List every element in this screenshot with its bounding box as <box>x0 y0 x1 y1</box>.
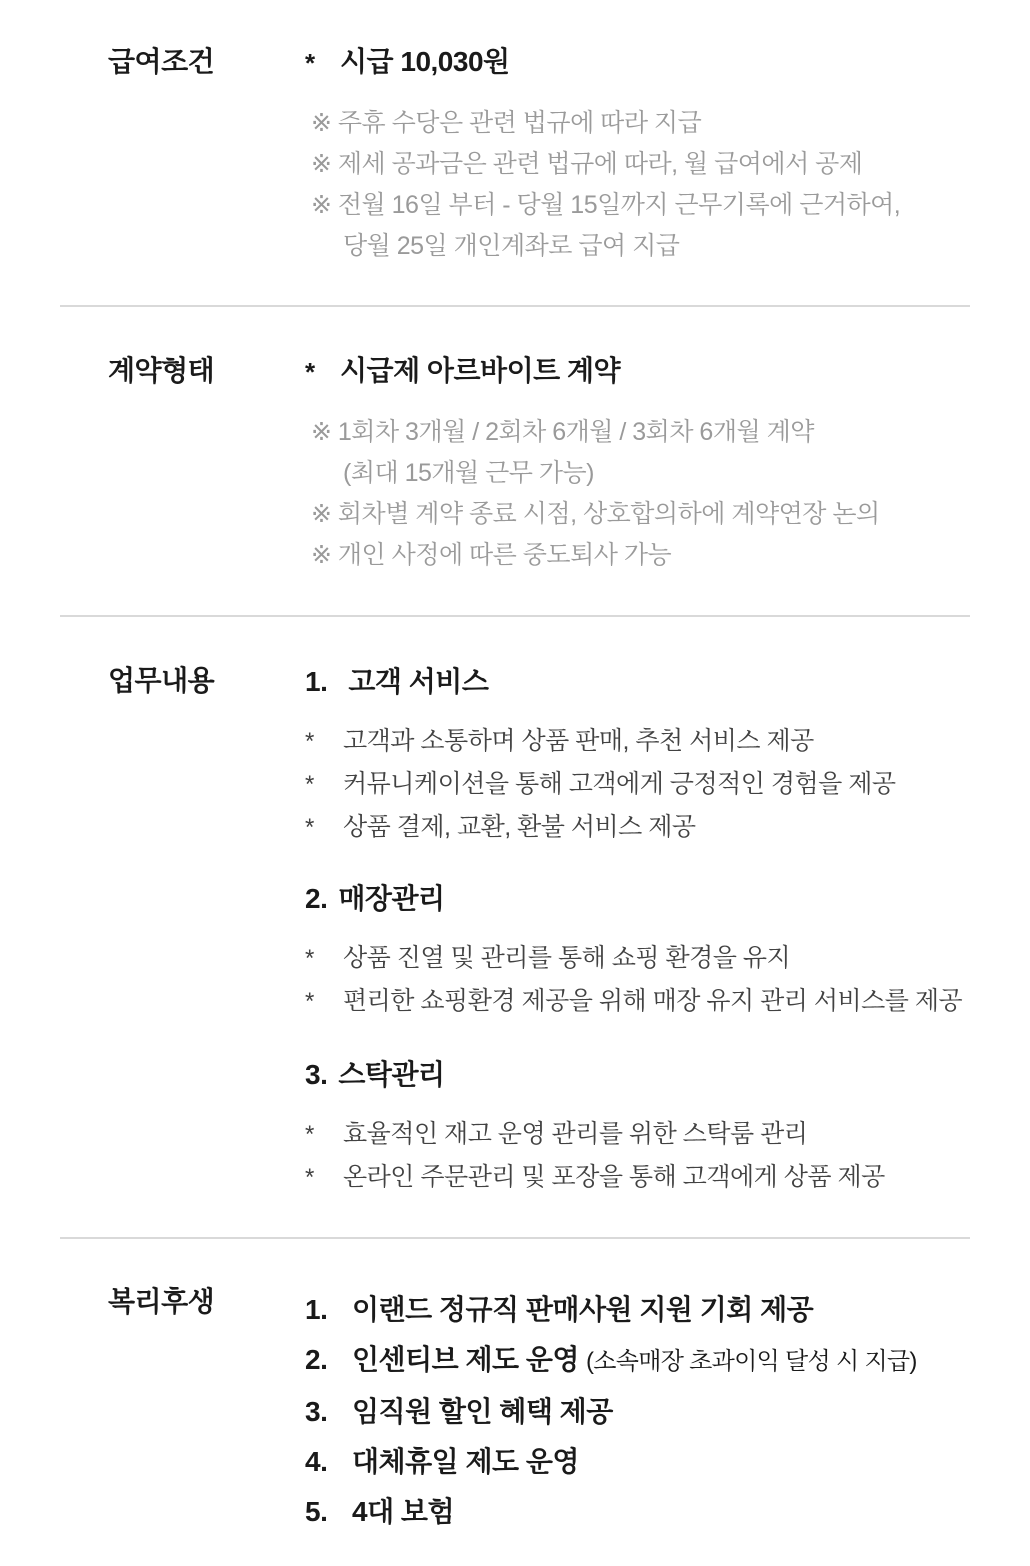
duty-item <box>305 806 970 849</box>
asterisk-bullet: * <box>305 357 316 387</box>
duty-item-text: 상품 결제, 교환, 환불 서비스 제공 <box>343 813 696 841</box>
contract-note-1: ※ 1회차 3개월 / 2회차 6개월 / 3회차 6개월 계약 <box>311 418 814 446</box>
salary-note-2: ※ 제세 공과금은 관련 법규에 따라, 월 급여에서 공제 <box>311 150 863 178</box>
duty-group-title <box>305 1057 970 1093</box>
contract-content <box>305 354 970 576</box>
section-salary <box>0 45 1030 267</box>
duty-item <box>305 937 970 980</box>
salary-note-1: ※ 주휴 수당은 관련 법규에 따라 지급 <box>311 109 702 137</box>
section-contract <box>0 354 1030 576</box>
asterisk-bullet: * <box>305 771 314 798</box>
duty-group-title <box>305 881 970 917</box>
asterisk-bullet: * <box>305 1164 314 1191</box>
duty-item-text: 편리한 쇼핑환경 제공을 위해 매장 유지 관리 서비스를 제공 <box>343 987 963 1015</box>
duty-group-number: 3. <box>305 1059 328 1090</box>
duties-content <box>305 664 970 1199</box>
benefit-text: 4대 보험 <box>352 1496 454 1527</box>
section-benefits <box>0 1285 1030 1537</box>
duty-item-text: 고객과 소통하며 상품 판매, 추천 서비스 제공 <box>343 727 814 755</box>
benefit-item <box>305 1335 970 1387</box>
duty-group-number: 2. <box>305 883 328 914</box>
benefit-text: 임직원 할인 혜택 제공 <box>352 1396 613 1427</box>
benefit-number: 3. <box>305 1396 328 1427</box>
salary-notes <box>305 103 970 267</box>
duties-section-label: 업무내용 <box>108 665 215 696</box>
contract-notes <box>305 412 970 576</box>
section-divider <box>60 1237 970 1239</box>
benefits-section-label: 복리후생 <box>108 1286 215 1317</box>
asterisk-bullet: * <box>305 48 316 78</box>
salary-section-label: 급여조건 <box>108 46 215 77</box>
duty-item <box>305 1156 970 1199</box>
duty-item-text: 커뮤니케이션을 통해 고객에게 긍정적인 경험을 제공 <box>343 770 896 798</box>
asterisk-bullet: * <box>305 988 314 1015</box>
contract-headline: 시급제 아르바이트 계약 <box>340 355 621 386</box>
benefit-text: 이랜드 정규직 판매사원 지원 기회 제공 <box>352 1294 814 1325</box>
benefit-item <box>305 1285 970 1335</box>
duty-items <box>305 720 970 849</box>
duty-group-store-management <box>305 881 970 1023</box>
duty-group-name: 스탁관리 <box>338 1059 445 1090</box>
section-divider <box>60 305 970 307</box>
contract-note-3: ※ 개인 사정에 따른 중도퇴사 가능 <box>311 541 672 569</box>
salary-content <box>305 45 970 267</box>
asterisk-bullet: * <box>305 945 314 972</box>
asterisk-bullet: * <box>305 814 314 841</box>
benefits-content <box>305 1285 970 1537</box>
duty-item-text: 상품 진열 및 관리를 통해 쇼핑 환경을 유지 <box>343 944 791 972</box>
duty-group-stock-management <box>305 1057 970 1199</box>
duty-group-title <box>305 664 970 700</box>
benefit-text: 인센티브 제도 운영 <box>352 1344 579 1375</box>
salary-note-3: ※ 전월 16일 부터 - 당월 15일까지 근무기록에 근거하여, <box>311 191 901 219</box>
duty-group-name: 매장관리 <box>338 883 445 914</box>
asterisk-bullet: * <box>305 728 314 755</box>
benefit-item <box>305 1387 970 1437</box>
section-duties <box>0 664 1030 1199</box>
duty-group-customer-service <box>305 664 970 849</box>
duty-item-text: 효율적인 재고 운영 관리를 위한 스탁룸 관리 <box>343 1120 808 1148</box>
benefit-number: 2. <box>305 1344 328 1375</box>
section-divider <box>60 615 970 617</box>
benefit-number: 1. <box>305 1294 328 1325</box>
contract-note-2: ※ 회차별 계약 종료 시점, 상호합의하에 계약연장 논의 <box>311 500 880 528</box>
benefit-number: 5. <box>305 1496 328 1527</box>
contract-note-1-continuation: (최대 15개월 근무 가능) <box>343 459 594 487</box>
salary-note-3-continuation: 당월 25일 개인계좌로 급여 지급 <box>343 232 680 260</box>
contract-section-label: 계약형태 <box>108 355 215 386</box>
contract-headline-row <box>305 354 970 390</box>
duty-item <box>305 763 970 806</box>
duty-group-number: 1. <box>305 666 328 697</box>
duty-items <box>305 1113 970 1199</box>
asterisk-bullet: * <box>305 1121 314 1148</box>
duty-item <box>305 980 970 1023</box>
benefit-number: 4. <box>305 1446 328 1477</box>
salary-headline-row <box>305 45 970 81</box>
duty-item-text: 온라인 주문관리 및 포장을 통해 고객에게 상품 제공 <box>343 1163 885 1191</box>
salary-headline: 시급 10,030원 <box>340 46 510 77</box>
benefit-item <box>305 1437 970 1487</box>
duty-items <box>305 937 970 1023</box>
duty-item <box>305 1113 970 1156</box>
benefit-item <box>305 1487 970 1537</box>
duty-group-name: 고객 서비스 <box>348 666 489 697</box>
duty-item <box>305 720 970 763</box>
benefit-suffix: (소속매장 초과이익 달성 시 지급) <box>585 1348 917 1375</box>
benefit-text: 대체휴일 제도 운영 <box>352 1446 579 1477</box>
